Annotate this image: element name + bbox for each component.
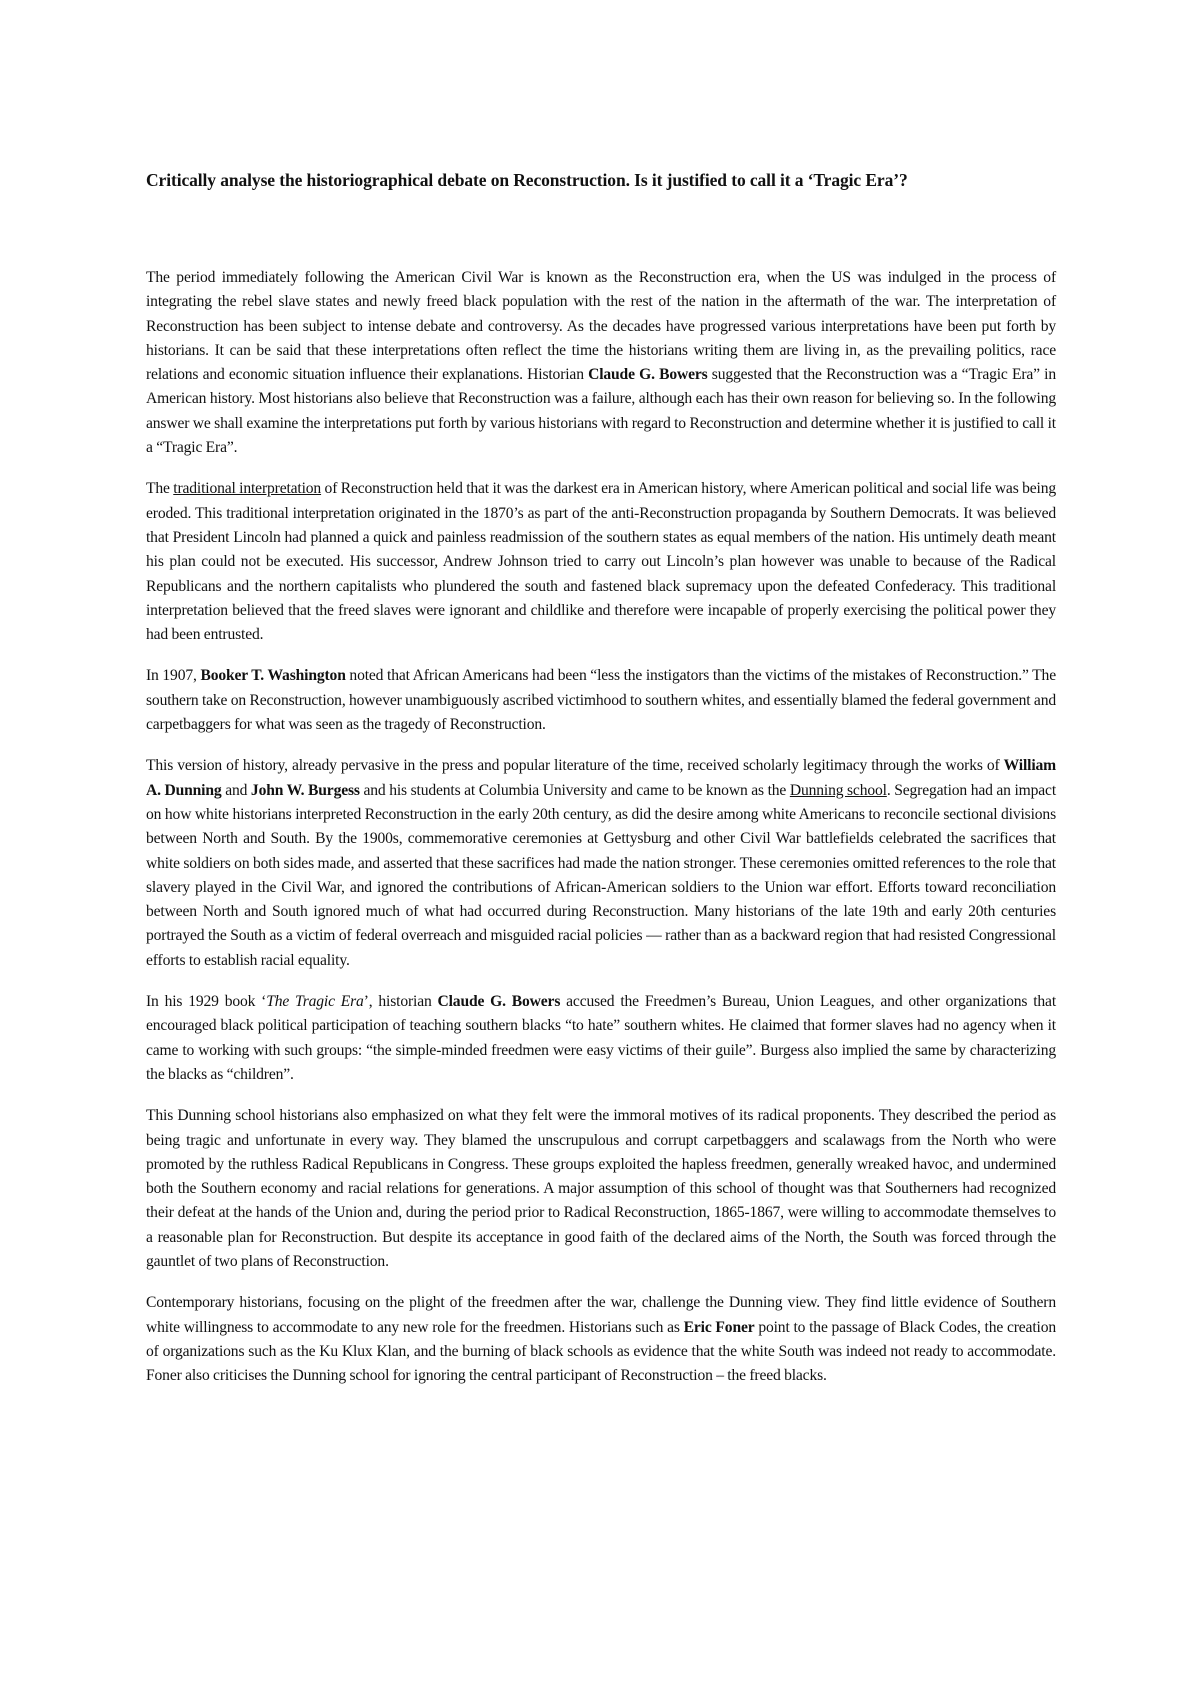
text-run: In 1907,: [146, 667, 201, 685]
italic-title: The Tragic Era: [266, 993, 364, 1011]
text-run: This version of history, already pervasive in the press and popular literature of the time, received scholarly legitimacy through the works of: [146, 757, 1004, 775]
page-title: Critically analyse the historiographical debate on Reconstruction. Is it justified to call it a ‘Tragic Era’?: [146, 170, 908, 190]
paragraph-bowers: [146, 990, 1056, 1087]
bold-name: Claude G. Bowers: [588, 366, 708, 384]
paragraph-contemporary: [146, 1291, 1056, 1388]
bold-name: Booker T. Washington: [200, 667, 346, 685]
paragraph-intro: [146, 266, 1056, 460]
underlined-term: Dunning school: [789, 781, 887, 799]
text-run: . Segregation had an impact on how white historians interpreted Reconstruction in the early 20th century, as did the desire among white Americans to reconcile sectional divisions between North and South. By the 1900s, commemorative ceremonies at Gettysburg and other Civil War battlefields celebrated the sacrifices that white soldiers on both sides made, and asserted that these sacrifices had made the nation stronger. These ceremonies omitted references to the role that slavery played in the Civil War, and ignored the contributions of African-American soldiers to the Union war effort. Efforts toward reconciliation between North and South ignored much of what had occurred during Reconstruction. Many historians of the late 19th and early 20th centuries portrayed the South as a victim of federal overreach and misguided racial policies — rather than as a backward region that had resisted Congressional efforts to establish racial equality.: [146, 781, 1057, 969]
text-run: and: [221, 781, 251, 799]
text-run: of Reconstruction held that it was the darkest era in American history, where American political and social life was being eroded. This traditional interpretation originated in the 1870’s as part of the anti-Reconstruction propaganda by Southern Democrats. It was believed that President Lincoln had planned a quick and painless readmission of the southern states as equal members of the nation. His untimely death meant his plan could not be executed. His successor, Andrew Johnson tried to carry out Lincoln’s plan however was unable to because of the Radical Republicans and the northern capitalists who plundered the south and fastened black supremacy upon the defeated Confederacy. This traditional interpretation believed that the freed slaves were ignorant and childlike and therefore were incapable of properly exercising the political power they had been entrusted.: [146, 480, 1056, 644]
bold-name: Claude G. Bowers: [437, 993, 561, 1011]
text-run: suggested that the Reconstruction was a “Tragic Era” in American history. Most historians also believe that Reconstruction was a failure, although each has their own reason for believing so. In the following answer we shall examine the interpretations put forth by various historians with regard to Reconstruction and determine whether it is justified to call it a “Tragic Era”.: [146, 366, 1056, 457]
paragraph-dunning: [146, 754, 1056, 973]
bold-name: John W. Burgess: [250, 781, 360, 799]
underlined-term: traditional interpretation: [173, 480, 322, 498]
text-run: noted that African Americans had been “less the instigators than the victims of the mistakes of Reconstruction.” The southern take on Reconstruction, however unambiguously ascribed victimhood to southern whites, and essentially blamed the federal government and carpetbaggers for what was seen as the tragedy of Reconstruction.: [146, 667, 1056, 734]
text-run: The: [146, 480, 174, 498]
document-body: [146, 168, 1056, 1405]
bold-name: Eric Foner: [683, 1318, 755, 1336]
paragraph-list: [146, 266, 1056, 1388]
paragraph-motives: [146, 1104, 1056, 1274]
text-run: accused the Freedmen’s Bureau, Union Leagues, and other organizations that encouraged black political participation of teaching southern blacks “to hate” southern whites. He claimed that former slaves had no agency when it came to working with such groups: “the simple-minded freedmen were easy victims of their guile”. Burgess also implied the same by characterizing the blacks as “children”.: [146, 993, 1056, 1083]
text-run: In his 1929 book ‘: [146, 993, 267, 1011]
text-run: Contemporary historians, focusing on the plight of the freedmen after the war, challenge the Dunning view. They find little evidence of Southern white willingness to accommodate to any new role for the freedmen. Historians such as: [146, 1294, 1056, 1336]
text-run: ’, historian: [363, 993, 438, 1011]
text-run: The period immediately following the American Civil War is known as the Reconstruction era, when the US was indulged in the process of integrating the rebel slave states and newly freed black population with the rest of the nation in the aftermath of the war. The interpretation of Reconstruction has been subject to intense debate and controversy. As the decades have progressed various interpretations have been put forth by historians. It can be said that these interpretations often reflect the time the historians writing them are living in, as the prevailing politics, race relations and economic situation influence their explanations. Historian: [146, 269, 1056, 384]
paragraph-washington: [146, 664, 1056, 737]
text-run: and his students at Columbia University and came to be known as the: [359, 781, 790, 799]
bold-name: William A. Dunning: [146, 757, 1056, 799]
text-run: point to the passage of Black Codes, the creation of organizations such as the Ku Klux Klan, and the burning of black schools as evidence that the white South was indeed not ready to accommodate. Foner also criticises the Dunning school for ignoring the central participant of Reconstruction – the freed blacks.: [146, 1318, 1056, 1385]
text-run: This Dunning school historians also emphasized on what they felt were the immoral motives of its radical proponents. They described the period as being tragic and unfortunate in every way. They blamed the unscrupulous and corrupt carpetbaggers and scalawags from the North who were promoted by the ruthless Radical Republicans in Congress. These groups exploited the hapless freedmen, generally wreaked havoc, and undermined both the Southern economy and racial relations for generations. A major assumption of this school of thought was that Southerners had recognized their defeat at the hands of the Union and, during the period prior to Radical Reconstruction, 1865-1867, were willing to accommodate themselves to a reasonable plan for Reconstruction. But despite its acceptance in good faith of the declared aims of the North, the South was forced through the gauntlet of two plans of Reconstruction.: [146, 1107, 1056, 1270]
paragraph-traditional: [146, 477, 1056, 647]
